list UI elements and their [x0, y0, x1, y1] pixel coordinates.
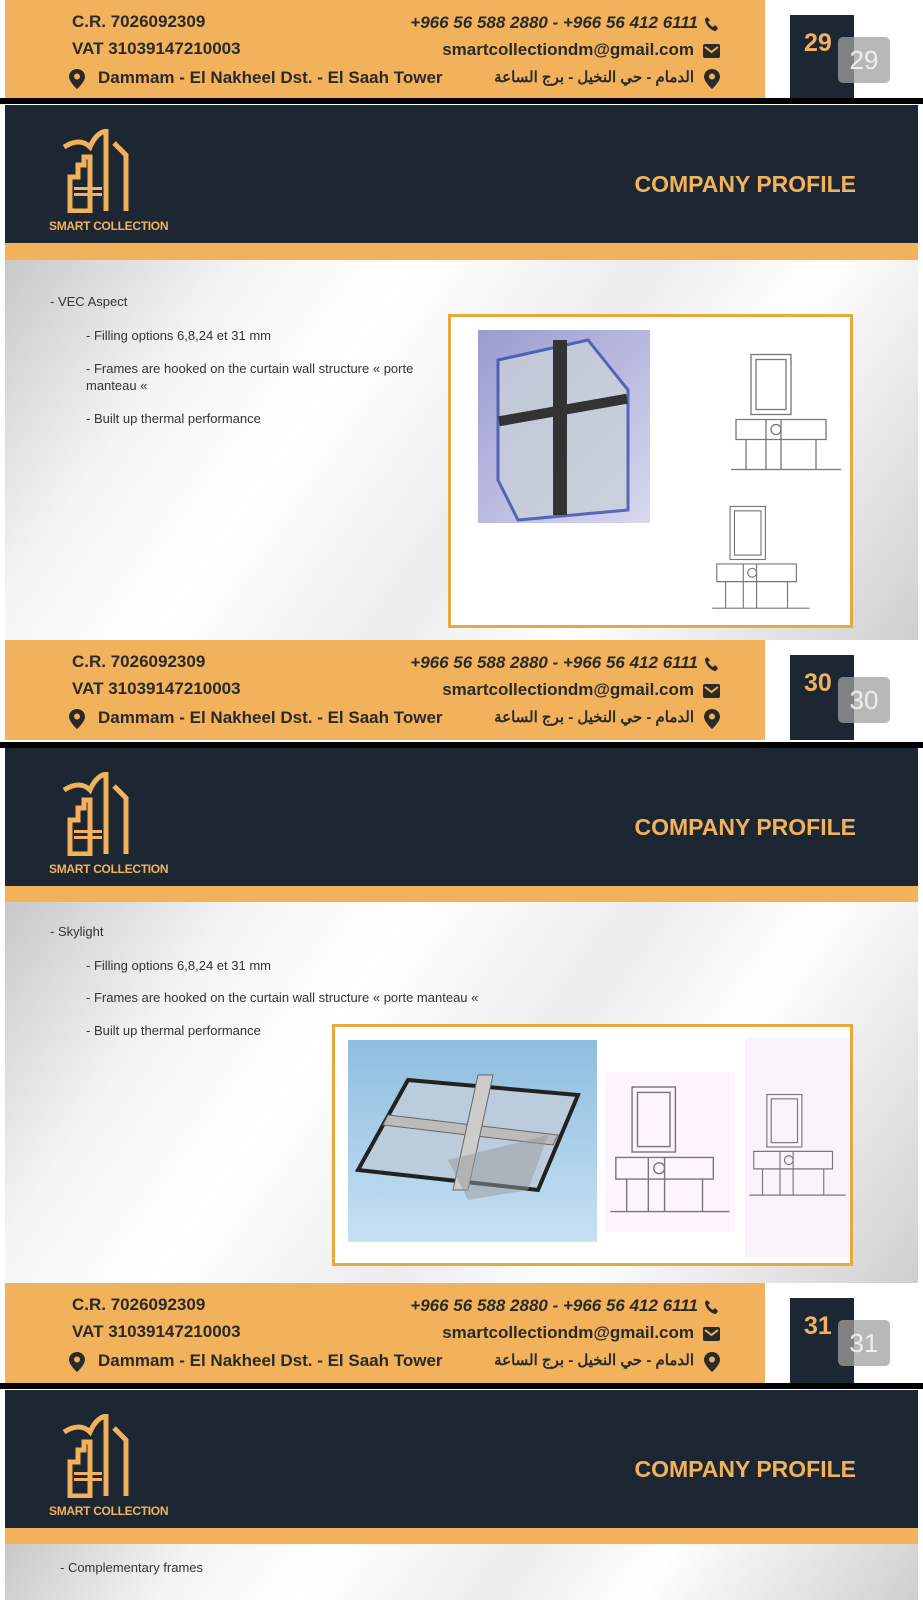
location-pin-icon	[69, 709, 85, 734]
email-address: smartcollectiondm@gmail.com	[442, 1323, 694, 1342]
section-heading: - Skylight	[50, 924, 104, 939]
slide-title: COMPANY PROFILE	[634, 814, 856, 840]
vat-number: VAT 31039147210003	[72, 1322, 241, 1341]
page-number: 30	[790, 655, 854, 740]
horizontal-section-drawing	[671, 502, 851, 617]
bullet-item: - Built up thermal performance	[86, 411, 261, 426]
bullet-item-cont: manteau «	[86, 378, 148, 393]
product-image-frame	[448, 314, 853, 628]
smart-collection-logo-icon	[60, 1414, 140, 1503]
address-en: Dammam - El Nakheel Dst. - El Saah Tower	[98, 68, 443, 87]
brand-name: SMART COLLECTION	[49, 1504, 169, 1518]
orange-strip	[5, 1528, 918, 1545]
slide-header	[5, 105, 918, 243]
curtain-wall-3d-render	[478, 330, 650, 523]
smart-collection-logo-icon	[60, 772, 140, 861]
slide-title: COMPANY PROFILE	[634, 171, 856, 197]
address-en: Dammam - El Nakheel Dst. - El Saah Tower	[98, 708, 443, 727]
email-address: smartcollectiondm@gmail.com	[442, 680, 694, 699]
page-number: 31	[790, 1298, 854, 1383]
phone-numbers: +966 56 588 2880 - +966 56 412 6111	[410, 1296, 698, 1315]
page-separator	[0, 98, 923, 104]
skylight-3d-render	[348, 1040, 597, 1242]
email-address: smartcollectiondm@gmail.com	[442, 40, 694, 59]
vertical-section-drawing	[726, 327, 846, 502]
slide-footer	[0, 1283, 923, 1383]
page-indicator-badge: 29	[838, 37, 890, 83]
page-separator	[0, 1383, 923, 1389]
address-ar: الدمام - حي النخيل - برج الساعة	[494, 69, 694, 86]
bullet-item: - Filling options 6,8,24 et 31 mm	[86, 328, 271, 343]
address-ar: الدمام - حي النخيل - برج الساعة	[494, 1352, 694, 1369]
skylight-profile-drawing	[745, 1037, 850, 1257]
location-pin-icon	[704, 1352, 720, 1377]
mail-icon	[703, 684, 720, 703]
slide-header	[5, 1390, 918, 1528]
location-pin-icon	[69, 69, 85, 94]
mail-icon	[703, 1327, 720, 1346]
location-pin-icon	[69, 1352, 85, 1377]
phone-numbers: +966 56 588 2880 - +966 56 412 6111	[410, 653, 698, 672]
orange-strip	[5, 243, 918, 260]
slide-content	[5, 1544, 918, 1600]
bullet-item: - Frames are hooked on the curtain wall structure « porte manteau «	[86, 990, 479, 1005]
cr-number: C.R. 7026092309	[72, 1295, 206, 1314]
vat-number: VAT 31039147210003	[72, 679, 241, 698]
section-heading: - VEC Aspect	[50, 294, 128, 309]
slide-content	[5, 902, 918, 1283]
smart-collection-logo-icon	[60, 129, 140, 218]
page-indicator-badge: 30	[838, 677, 890, 723]
product-image-frame	[332, 1024, 853, 1266]
section-heading: - Complementary frames	[60, 1560, 204, 1575]
location-pin-icon	[704, 709, 720, 734]
phone-icon	[704, 16, 720, 37]
page-number: 29	[790, 15, 854, 100]
slide-content	[5, 260, 918, 640]
location-pin-icon	[704, 69, 720, 94]
vat-number: VAT 31039147210003	[72, 39, 241, 58]
cr-number: C.R. 7026092309	[72, 12, 206, 31]
phone-icon	[704, 656, 720, 677]
page-indicator-badge: 31	[838, 1320, 890, 1366]
bullet-item: - Frames are hooked on the curtain wall structure « porte	[86, 361, 414, 376]
slide-footer	[0, 640, 923, 740]
slide-footer	[0, 0, 923, 100]
slide-title: COMPANY PROFILE	[634, 1456, 856, 1482]
phone-icon	[704, 1299, 720, 1320]
address-en: Dammam - El Nakheel Dst. - El Saah Tower	[98, 1351, 443, 1370]
skylight-section-drawing	[605, 1072, 735, 1232]
slide-header	[5, 748, 918, 886]
phone-numbers: +966 56 588 2880 - +966 56 412 6111	[410, 13, 698, 32]
orange-strip	[5, 886, 918, 903]
brand-name: SMART COLLECTION	[49, 862, 169, 876]
cr-number: C.R. 7026092309	[72, 652, 206, 671]
mail-icon	[703, 44, 720, 63]
bullet-item: - Built up thermal performance	[86, 1023, 261, 1038]
address-ar: الدمام - حي النخيل - برج الساعة	[494, 709, 694, 726]
bullet-item: - Filling options 6,8,24 et 31 mm	[86, 958, 271, 973]
brand-name: SMART COLLECTION	[49, 219, 169, 233]
